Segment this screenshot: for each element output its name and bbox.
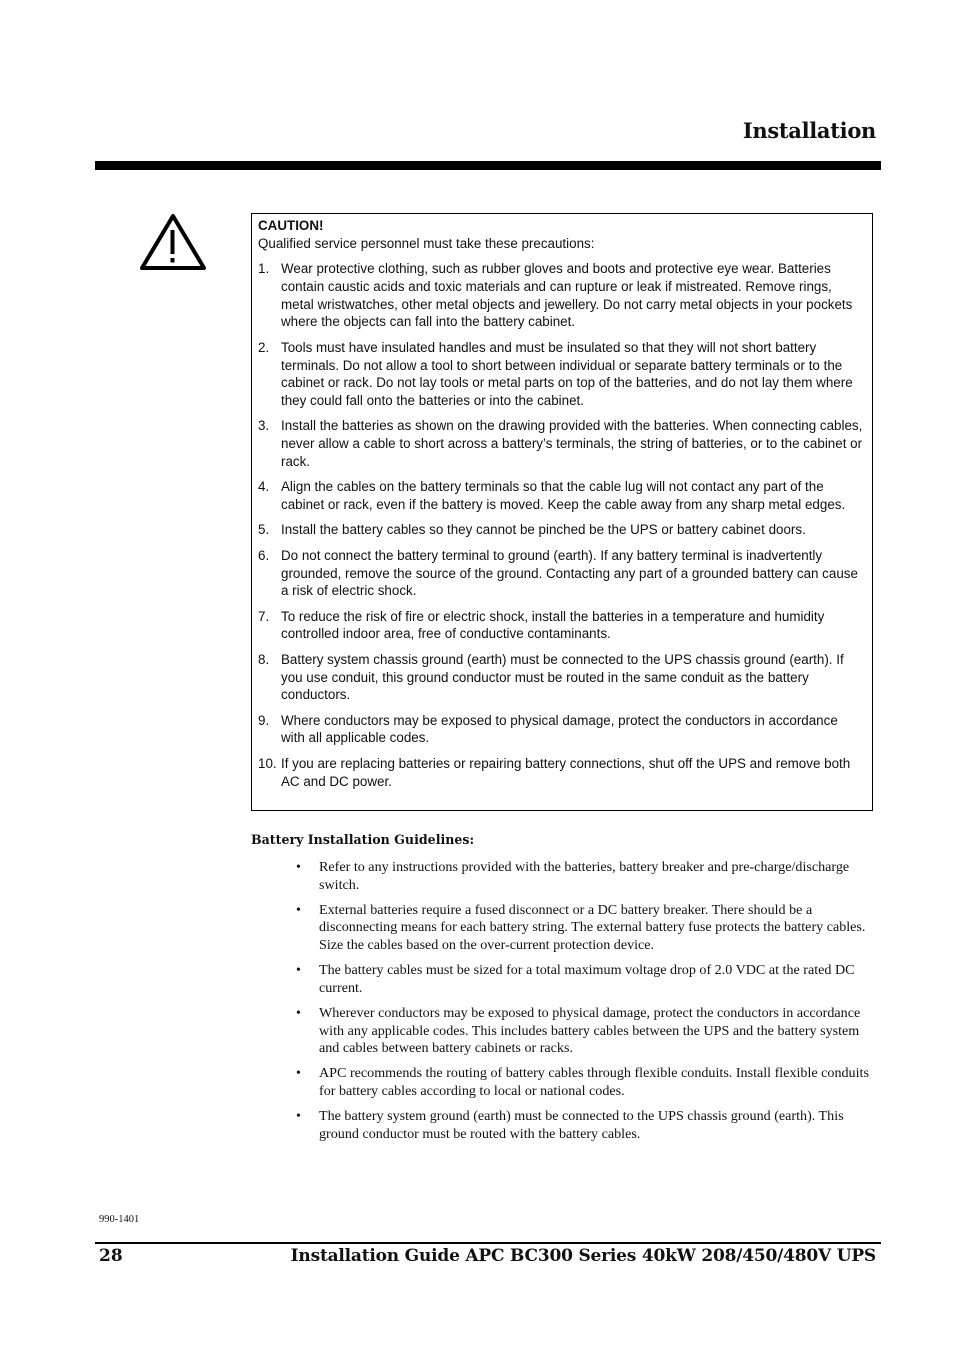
section-title: Installation bbox=[742, 118, 876, 143]
caution-item-number: 6. bbox=[258, 547, 270, 563]
warning-triangle-icon bbox=[139, 213, 207, 271]
page-number: 28 bbox=[99, 1246, 123, 1266]
caution-item-number: 8. bbox=[258, 651, 270, 667]
bullet-icon: • bbox=[296, 963, 301, 979]
header-rule bbox=[95, 161, 881, 170]
bullet-icon: • bbox=[296, 1005, 301, 1021]
caution-item-number: 9. bbox=[258, 712, 270, 728]
guideline-text: APC recommends the routing of battery cables through flexible conduits. Install flexible conduits for battery cables according to local or national codes. bbox=[319, 1065, 869, 1099]
caution-item-text: If you are replacing batteries or repairing battery connections, shut off the UPS and remove both AC and DC power. bbox=[281, 755, 851, 789]
caution-item-text: To reduce the risk of fire or electric shock, install the batteries in a temperature and humidity controlled indoor area, free of conductive contaminants. bbox=[281, 608, 825, 642]
footer-rule bbox=[95, 1242, 881, 1244]
caution-item-number: 5. bbox=[258, 522, 270, 538]
guideline-item bbox=[296, 1065, 876, 1100]
caution-item-text: Do not connect the battery terminal to ground (earth). If any battery terminal is inadvertently grounded, remove the source of the ground. Contacting any part of a grounded battery can cause a risk of electric shock. bbox=[281, 547, 858, 599]
guideline-item bbox=[296, 1108, 876, 1143]
footer-title: Installation Guide APC BC300 Series 40kW 208/450/480V UPS bbox=[290, 1246, 876, 1266]
guideline-text: External batteries require a fused disconnect or a DC battery breaker. There should be a disconnecting means for each battery string. The external battery fuse protects the battery cables. Size the cables based on the over-current protection device. bbox=[319, 901, 866, 953]
caution-list bbox=[258, 260, 864, 790]
guideline-item bbox=[296, 962, 876, 997]
guideline-text: The battery system ground (earth) must be connected to the UPS chassis ground (earth). This ground conductor must be routed with the battery cables. bbox=[319, 1108, 844, 1142]
guideline-text: Refer to any instructions provided with the batteries, battery breaker and pre-charge/discharge switch. bbox=[319, 859, 850, 893]
caution-item bbox=[258, 260, 864, 331]
caution-item-number: 2. bbox=[258, 339, 270, 355]
caution-item-number: 7. bbox=[258, 608, 270, 624]
caution-item-text: Install the battery cables so they cannot be pinched be the UPS or battery cabinet doors. bbox=[281, 522, 806, 538]
guideline-text: The battery cables must be sized for a total maximum voltage drop of 2.0 VDC at the rated DC current. bbox=[319, 962, 855, 996]
caution-item-text: Align the cables on the battery terminals so that the cable lug will not contact any part of the cabinet or rack, even if the battery is moved. Keep the cable away from any sharp metal edges. bbox=[281, 479, 846, 513]
caution-item-text: Tools must have insulated handles and must be insulated so that they will not short battery terminals. Do not allow a tool to short between individual or separate battery terminals or to the cabinet or rack. Do not lay tools or metal parts on top of the batteries, and do not lay them where they could fall onto the batteries or into the cabinet. bbox=[281, 339, 853, 409]
caution-item bbox=[258, 339, 864, 410]
caution-item-text: Where conductors may be exposed to physical damage, protect the conductors in accordance with all applicable codes. bbox=[281, 712, 838, 746]
caution-intro: Qualified service personnel must take these precautions: bbox=[258, 235, 595, 251]
caution-item bbox=[258, 521, 864, 539]
caution-item-number: 10. bbox=[258, 755, 277, 771]
guidelines-heading: Battery Installation Guidelines: bbox=[251, 832, 475, 847]
bullet-icon: • bbox=[296, 1066, 301, 1082]
caution-item bbox=[258, 547, 864, 600]
bullet-icon: • bbox=[296, 902, 301, 918]
guideline-item bbox=[296, 1005, 876, 1058]
bullet-icon: • bbox=[296, 1109, 301, 1125]
guideline-item bbox=[296, 902, 876, 955]
caution-item bbox=[258, 712, 864, 748]
caution-item-number: 1. bbox=[258, 261, 270, 277]
guideline-item bbox=[296, 859, 876, 894]
caution-item-number: 3. bbox=[258, 418, 270, 434]
caution-item bbox=[258, 755, 864, 791]
caution-item-number: 4. bbox=[258, 479, 270, 495]
caution-box bbox=[251, 213, 873, 811]
guidelines-list bbox=[296, 859, 876, 1151]
caution-item-text: Battery system chassis ground (earth) must be connected to the UPS chassis ground (earth). If you use conduit, this ground conductor must be routed in the same conduit as the battery conductors. bbox=[281, 651, 844, 703]
bullet-icon: • bbox=[296, 860, 301, 875]
guideline-text: Wherever conductors may be exposed to physical damage, protect the conductors in accordance with any applicable codes. This includes battery cables between the UPS and the battery system and cables between battery cabinets or racks. bbox=[319, 1004, 861, 1057]
document-number: 990-1401 bbox=[99, 1214, 140, 1225]
caution-item bbox=[258, 651, 864, 704]
caution-item bbox=[258, 608, 864, 644]
caution-item-text: Wear protective clothing, such as rubber gloves and boots and protective eye wear. Batteries contain caustic acids and toxic materials and can rupture or leak if mistreated. Remove rings, metal wristwatches, other metal objects and jewellery. Do not carry metal objects in your pockets where the objects can fall into the battery cabinet. bbox=[281, 261, 853, 330]
caution-item bbox=[258, 478, 864, 514]
caution-item bbox=[258, 417, 864, 470]
caution-item-text: Install the batteries as shown on the drawing provided with the batteries. When connecting cables, never allow a cable to short across a battery’s terminals, the string of batteries, or to the cabinet or rack. bbox=[281, 418, 863, 470]
caution-heading: CAUTION! bbox=[258, 218, 324, 233]
